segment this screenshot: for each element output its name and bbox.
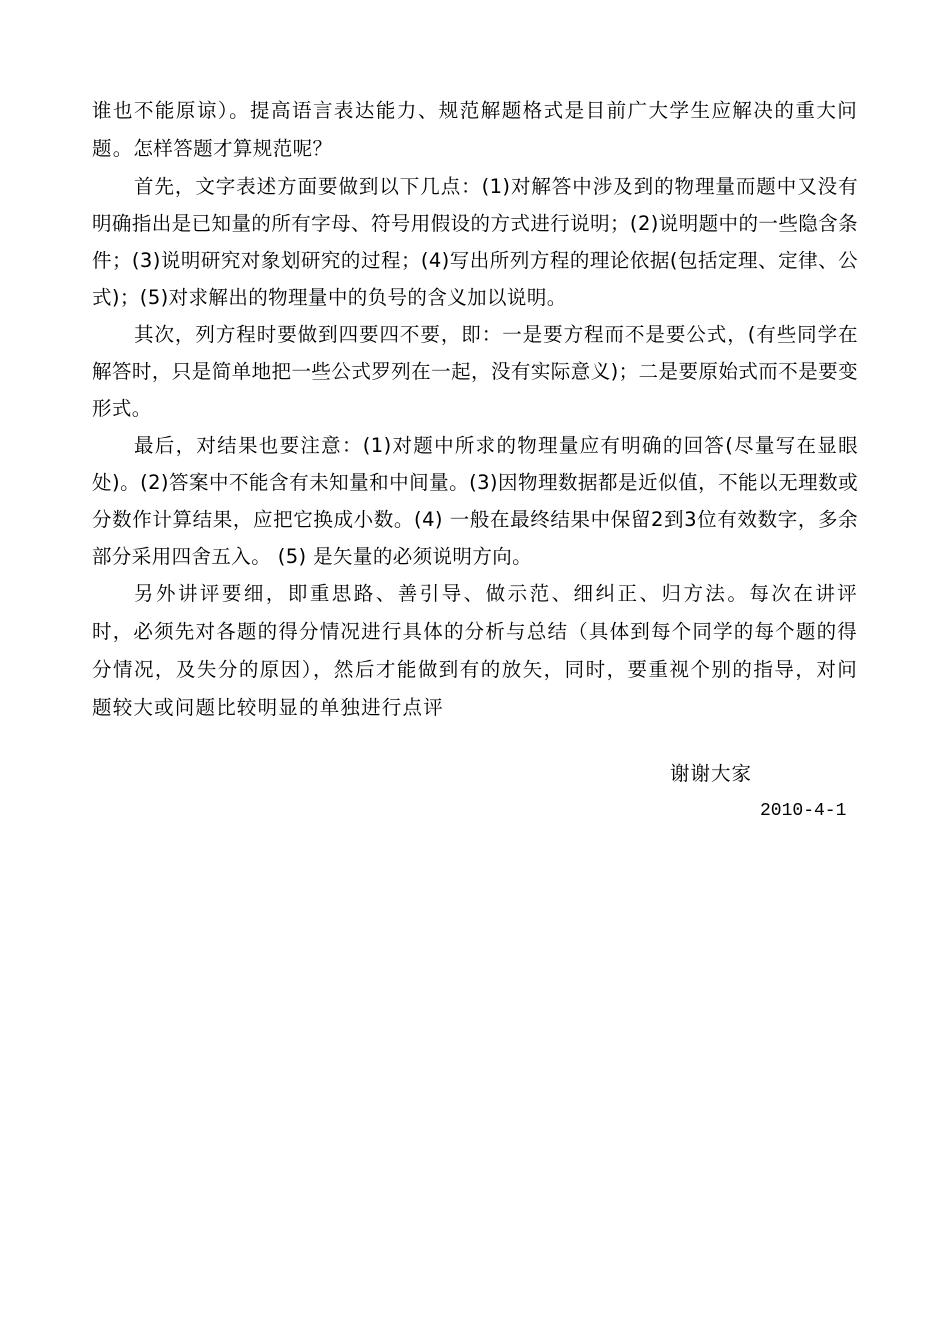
intro-question: 怎样答题才算规范呢？ <box>133 137 333 160</box>
paragraph-text-expression: 首先，文字表述方面要做到以下几点：(1)对解答中涉及到的物理量而题中又没有明确指出是已知量的所有字母、符号用假设的方式进行说明；(2)说明题中的一些隐含条件；(3)说明研究对象划研究的过程；(4)写出所列方程的理论依据(包括定理、定律、公式)；(5)对求解出的物理量中的负号的含义加以说明。 <box>92 175 858 309</box>
paragraph-intro <box>92 92 858 168</box>
closing-thanks: 谢谢大家 <box>670 762 753 785</box>
document-body <box>92 92 858 727</box>
intro-text: 谁也不能原谅）。提高语言表达能力、规范解题格式是目前广大学生应解决的重大问题。 <box>92 99 858 160</box>
paragraph-results: 最后，对结果也要注意：(1)对题中所求的物理量应有明确的回答(尽量写在显眼处)。(2)答案中不能含有未知量和中间量。(3)因物理数据都是近似值，不能以无理数或分数作计算结果，应把它换成小数。(4) 一般在最终结果中保留2到3位有效数字，多余部分采用四舍五入。 (5) 是矢量的必须说明方向。 <box>92 434 858 568</box>
paragraph-review: 另外讲评要细，即重思路、善引导、做示范、细纠正、归方法。每次在讲评时，必须先对各题的得分情况进行具体的分析与总结（具体到每个同学的每个题的得分情况，及失分的原因），然后才能做到有的放矢，同时，要重视个别的指导，对问题较大或问题比较明显的单独进行点评 <box>92 582 858 719</box>
paragraph-equations: 其次，列方程时要做到四要四不要，即：一是要方程而不是要公式，(有些同学在解答时，只是简单地把一些公式罗列在一起，没有实际意义)；二是要原始式而不是要变形式。 <box>92 323 858 420</box>
document-date: 2010-4-1 <box>760 801 847 821</box>
